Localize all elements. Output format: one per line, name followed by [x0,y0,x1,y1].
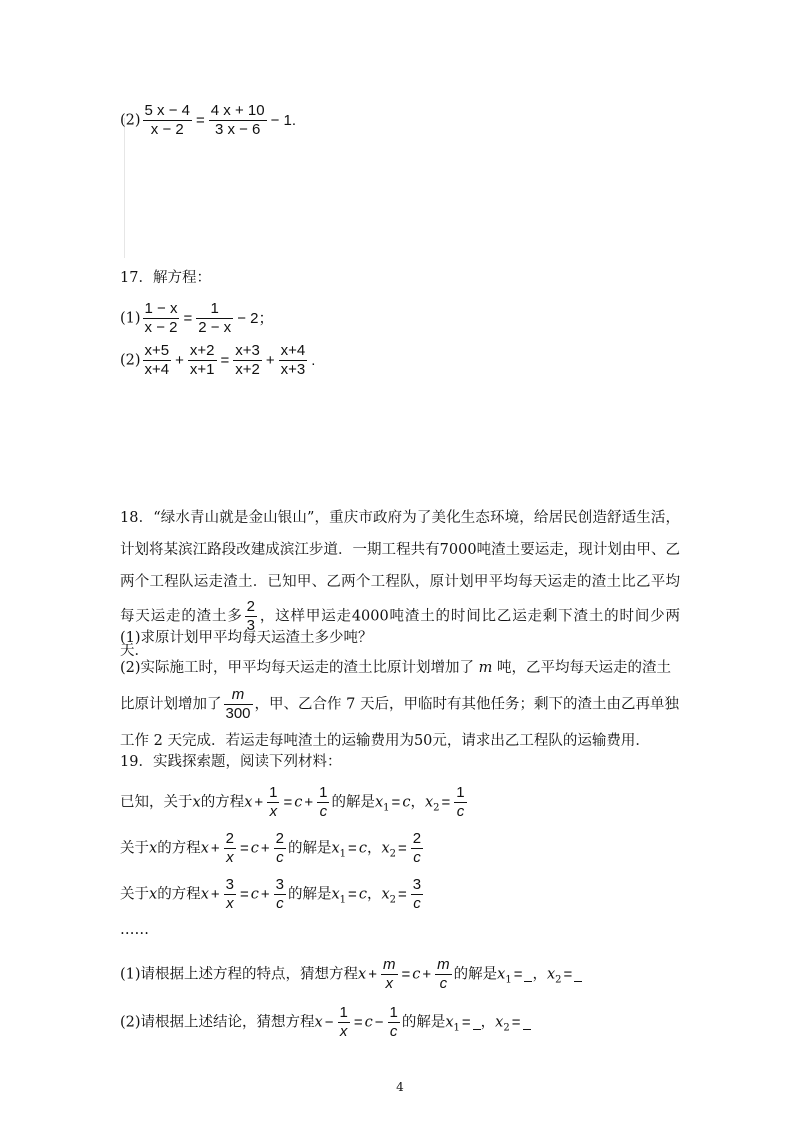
answer-blank[interactable] [523,1015,531,1030]
margin-line [124,118,125,258]
equation-17-2: (2) $\frac{x+5}{x+4}$ + $\frac{x+2}{x+1}$ = $\frac{x+3}{x+2}$ + $\frac{x+4}{x+3}$ . [120,342,316,378]
ellipsis: …… [120,922,149,938]
problem-17-title: 17．解方程： [120,270,211,286]
answer-blank[interactable] [574,967,582,982]
material-line-1: 已知，关于x的方程x + $\frac{1}{x}$ = c + $\frac{1}{c}$ 的解是$x_1 = c$，$x_2$ = $\frac{1}{c}$ [120,784,465,820]
problem-18-text: 18．“绿水青山就是金山银山”，重庆市政府为了美化生态环境，给居民创造舒适生活，计划将某滨江路段改建成滨江步道．一期工程共有7000吨渣土要运走，现计划由甲、乙两个工程队运走渣土．已知甲、乙两个工程队，原计划甲平均每天运走的渣土比乙平均每天运走的渣土多 $\frac{2}{3}$ ，这样甲运走4000吨渣土的时间比乙运走剩下渣土的时间少两天． [120,510,681,659]
item-label: (2) [120,112,141,129]
fraction: $\frac{x+5}{x+4}$ [144,342,170,378]
fraction: $\frac{2}{3}$ [246,598,255,634]
fraction: $\frac{x+4}{x+3}$ [280,342,306,378]
fraction: $\frac{x+2}{x+1}$ [189,342,215,378]
answer-blank[interactable] [473,1015,481,1030]
fraction: $\frac{5 x - 4}{x - 2}$ [144,102,190,138]
problem-19-title: 19．实践探索题，阅读下列材料： [120,754,342,770]
fraction: $\frac{4 x + 10}{3 x - 6}$ [210,102,265,138]
fraction: $\frac{x+3}{x+2}$ [235,342,260,378]
problem-18-q1: (1)求原计划甲平均每天运渣土多少吨？ [120,630,373,646]
problem-19-q2: (2)请根据上述结论，猜想方程x − $\frac{1}{x}$ = c − $\frac{1}{c}$ 的解是$x_1$ = ，$x_2$ = [120,1004,531,1041]
problem-19-q1: (1)请根据上述方程的特点，猜想方程x + $\frac{m}{x}$ = c + $\frac{m}{c}$ 的解是$x_1$ = ，$x_2$ = [120,956,582,993]
fraction: $\frac{1}{2 - x}$ [198,300,232,336]
equation-16-2: (2) $\frac{5 x - 4}{x - 2}$ = $\frac{4 x + 10}{3 x - 6}$ − 1. [120,102,296,138]
fraction: $\frac{1 - x}{x - 2}$ [144,300,178,336]
fraction: $\frac{m}{300}$ [225,686,251,722]
page-number: 4 [396,1080,404,1094]
material-line-3: 关于x的方程x + $\frac{3}{x}$ = c + $\frac{3}{c}$ 的解是$x_1 = c$，$x_2$ = $\frac{3}{c}$ [120,876,422,912]
problem-18-q2: (2)实际施工时，甲平均每天运走的渣土比原计划增加了 m 吨，乙平均每天运走的渣土比原计划增加了 $\frac{m}{300}$ ，甲、乙合作 7 天后，甲临时有其他任务；剩下的渣土由乙再单独工作 2 天完成．若运走每吨渣土的运输费用为50元，请求出乙工程队的运输费用． [120,660,679,749]
equation-17-1: (1) $\frac{1 - x}{x - 2}$ = $\frac{1}{2 - x}$ − 2； [120,300,274,336]
material-line-2: 关于x的方程x + $\frac{2}{x}$ = c + $\frac{2}{c}$ 的解是$x_1 = c$，$x_2$ = $\frac{2}{c}$ [120,830,422,866]
